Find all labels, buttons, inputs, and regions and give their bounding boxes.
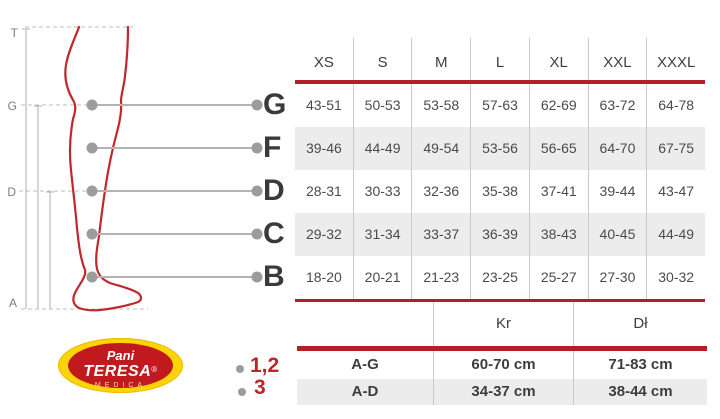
size-cell: 21-23 bbox=[411, 256, 470, 299]
axis-label-t: T bbox=[10, 26, 18, 40]
length-table bbox=[297, 302, 707, 405]
length-row-label: A-G bbox=[351, 356, 379, 373]
note-bullet-2 bbox=[238, 388, 246, 396]
size-cell: 20-21 bbox=[353, 256, 412, 299]
axis-label-d: D bbox=[7, 185, 16, 199]
logo-text-pani: Pani bbox=[106, 348, 135, 363]
size-cell: 37-41 bbox=[529, 170, 588, 213]
size-cell: 40-45 bbox=[588, 213, 647, 256]
logo-red-ellipse bbox=[68, 343, 173, 388]
size-cell: 64-70 bbox=[588, 127, 647, 170]
size-cell: 30-32 bbox=[646, 256, 705, 299]
length-row-label: A-D bbox=[351, 383, 379, 400]
size-cell: 67-75 bbox=[646, 127, 705, 170]
length-kr-value: 60-70 cm bbox=[433, 351, 573, 379]
size-cell: 56-65 bbox=[529, 127, 588, 170]
size-cell: 63-72 bbox=[588, 84, 647, 127]
length-table-row bbox=[297, 351, 707, 379]
size-cell: 29-32 bbox=[305, 226, 342, 242]
footnote-1-2: 1,2 bbox=[250, 354, 280, 377]
size-cell: 43-47 bbox=[646, 170, 705, 213]
size-cell: 33-37 bbox=[411, 213, 470, 256]
size-cell: 39-46 bbox=[305, 140, 342, 156]
size-cell: 18-20 bbox=[305, 269, 342, 285]
row-letter-c: C bbox=[263, 217, 285, 250]
row-letter-b: B bbox=[263, 260, 285, 293]
size-cell: 39-44 bbox=[588, 170, 647, 213]
size-cell: 36-39 bbox=[470, 213, 529, 256]
size-table-row bbox=[295, 213, 705, 256]
axis-label-a: A bbox=[8, 296, 17, 310]
size-table-row bbox=[295, 170, 705, 213]
pani-teresa-logo bbox=[58, 338, 183, 393]
logo-text-teresa bbox=[68, 362, 173, 380]
size-cell: 53-56 bbox=[470, 127, 529, 170]
size-cell: 49-54 bbox=[411, 127, 470, 170]
size-cell: 53-58 bbox=[411, 84, 470, 127]
size-cell: 32-36 bbox=[411, 170, 470, 213]
size-cell: 30-33 bbox=[353, 170, 412, 213]
row-letter-d: D bbox=[263, 174, 285, 207]
length-col-dl: Dł bbox=[573, 302, 707, 346]
leg-outline bbox=[65, 27, 141, 310]
size-cell: 38-43 bbox=[529, 213, 588, 256]
length-dl-value: 71-83 cm bbox=[573, 351, 707, 379]
size-table-row bbox=[295, 256, 705, 299]
note-bullet-1 bbox=[236, 365, 244, 373]
size-table-row bbox=[295, 127, 705, 170]
axis-label-g: G bbox=[7, 99, 17, 113]
size-table-row bbox=[295, 84, 705, 127]
length-dl-value: 38-44 cm bbox=[573, 379, 707, 405]
size-cell: 44-49 bbox=[353, 127, 412, 170]
row-letter-g: G bbox=[263, 88, 287, 121]
size-table bbox=[295, 38, 705, 302]
size-table-header bbox=[295, 38, 705, 80]
size-cell: 28-31 bbox=[305, 183, 342, 199]
length-col-kr: Kr bbox=[433, 302, 573, 346]
length-header-empty bbox=[297, 302, 433, 346]
size-cell: 57-63 bbox=[470, 84, 529, 127]
size-cell: 44-49 bbox=[646, 213, 705, 256]
size-cell: 62-69 bbox=[529, 84, 588, 127]
size-cell: 27-30 bbox=[588, 256, 647, 299]
size-col-header: S bbox=[353, 38, 412, 80]
size-col-header: XXXL bbox=[646, 38, 705, 80]
size-col-header: L bbox=[470, 38, 529, 80]
length-table-row bbox=[297, 379, 707, 405]
measurement-span-lines bbox=[22, 29, 54, 309]
size-col-header: XL bbox=[529, 38, 588, 80]
row-letter-f: F bbox=[263, 131, 282, 164]
length-table-header bbox=[297, 302, 707, 346]
footnote-3: 3 bbox=[254, 376, 266, 399]
size-cell: 23-25 bbox=[470, 256, 529, 299]
size-col-header: XXL bbox=[588, 38, 647, 80]
registered-mark: ® bbox=[151, 365, 158, 374]
length-kr-value: 34-37 cm bbox=[433, 379, 573, 405]
size-col-header: XS bbox=[313, 54, 334, 71]
size-cell: 31-34 bbox=[353, 213, 412, 256]
size-cell: 50-53 bbox=[353, 84, 412, 127]
logo-text-medica: MEDICA bbox=[94, 382, 147, 389]
logo-teresa-word: TERESA bbox=[83, 363, 152, 380]
size-col-header: M bbox=[411, 38, 470, 80]
size-cell: 25-27 bbox=[529, 256, 588, 299]
size-cell: 35-38 bbox=[470, 170, 529, 213]
size-cell: 64-78 bbox=[646, 84, 705, 127]
size-cell: 43-51 bbox=[305, 97, 342, 113]
